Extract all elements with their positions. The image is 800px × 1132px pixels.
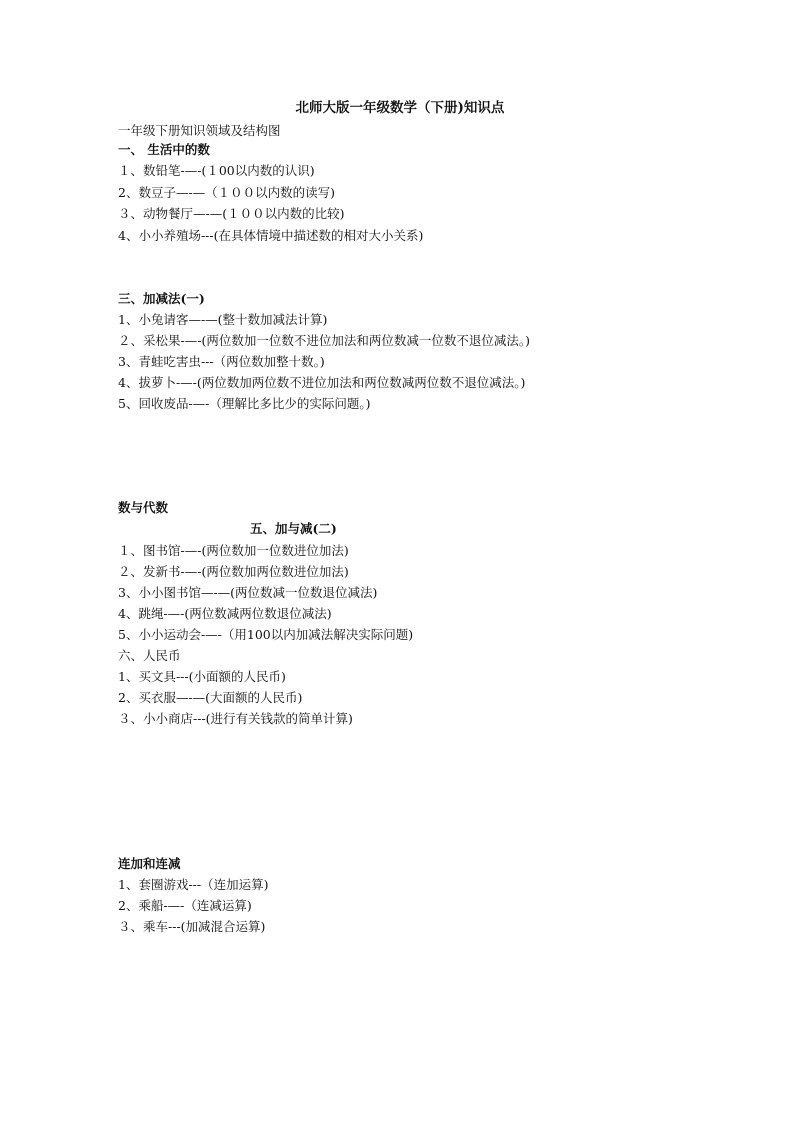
list-item: 1、买文具---(小面额的人民币) — [118, 669, 286, 684]
document-subtitle: 一年级下册知识领域及结构图 — [118, 123, 281, 138]
list-item: １、数铅笔-—-(１00以内数的认识) — [118, 163, 315, 178]
document-title: 北师大版一年级数学（下册)知识点 — [295, 100, 505, 116]
list-item: 2、乘船-—-（连减运算) — [118, 898, 252, 913]
list-item: ２、采松果-—-(两位数加一位数不进位加法和两位数减一位数不退位减法。) — [118, 333, 530, 348]
section-heading: 三、加减法(一) — [118, 291, 205, 306]
section-heading: 五、加与减(二) — [250, 521, 337, 536]
section-heading: 数与代数 — [118, 500, 169, 515]
list-item: ２、发新书-—-(两位数加两位数进位加法) — [118, 564, 349, 579]
list-item: １、图书馆-—-(两位数加一位数进位加法) — [118, 543, 349, 558]
list-item: 1、小兔请客—-—(整十数加减法计算) — [118, 312, 328, 327]
section-heading: 连加和连减 — [118, 856, 181, 871]
list-item: 4、拔萝卜-—-(两位数加两位数不进位加法和两位数减两位数不退位减法。) — [118, 375, 526, 390]
list-item: 5、小小运动会-—-（用100以内加减法解决实际问题) — [118, 627, 414, 642]
list-item: 5、回收废品-—-（理解比多比少的实际问题。) — [118, 396, 371, 411]
section-heading: 一、 生活中的数 — [118, 142, 210, 157]
list-item: 4、小小养殖场---(在具体情境中描述数的相对大小关系) — [118, 228, 424, 243]
list-item: 1、套圈游戏---（连加运算) — [118, 877, 269, 892]
list-item: ３、小小商店---(进行有关钱款的简单计算) — [118, 711, 353, 726]
list-item: 3、小小图书馆—-—(两位数减一位数退位减法) — [118, 585, 378, 600]
list-item: 2、买衣服—-—(大面额的人民币) — [118, 690, 303, 705]
list-item: ３、动物餐厅—-—(１００以内数的比较) — [118, 206, 345, 221]
list-item: 3、青蛙吃害虫---（两位数加整十数。) — [118, 354, 325, 369]
list-item: 4、跳绳-—-(两位数减两位数退位减法) — [118, 606, 332, 621]
list-item: ３、乘车---(加减混合运算) — [118, 919, 266, 934]
section-heading: 六、人民币 — [118, 648, 181, 663]
list-item: 2、数豆子—-—（１００以内数的读写) — [118, 185, 336, 200]
